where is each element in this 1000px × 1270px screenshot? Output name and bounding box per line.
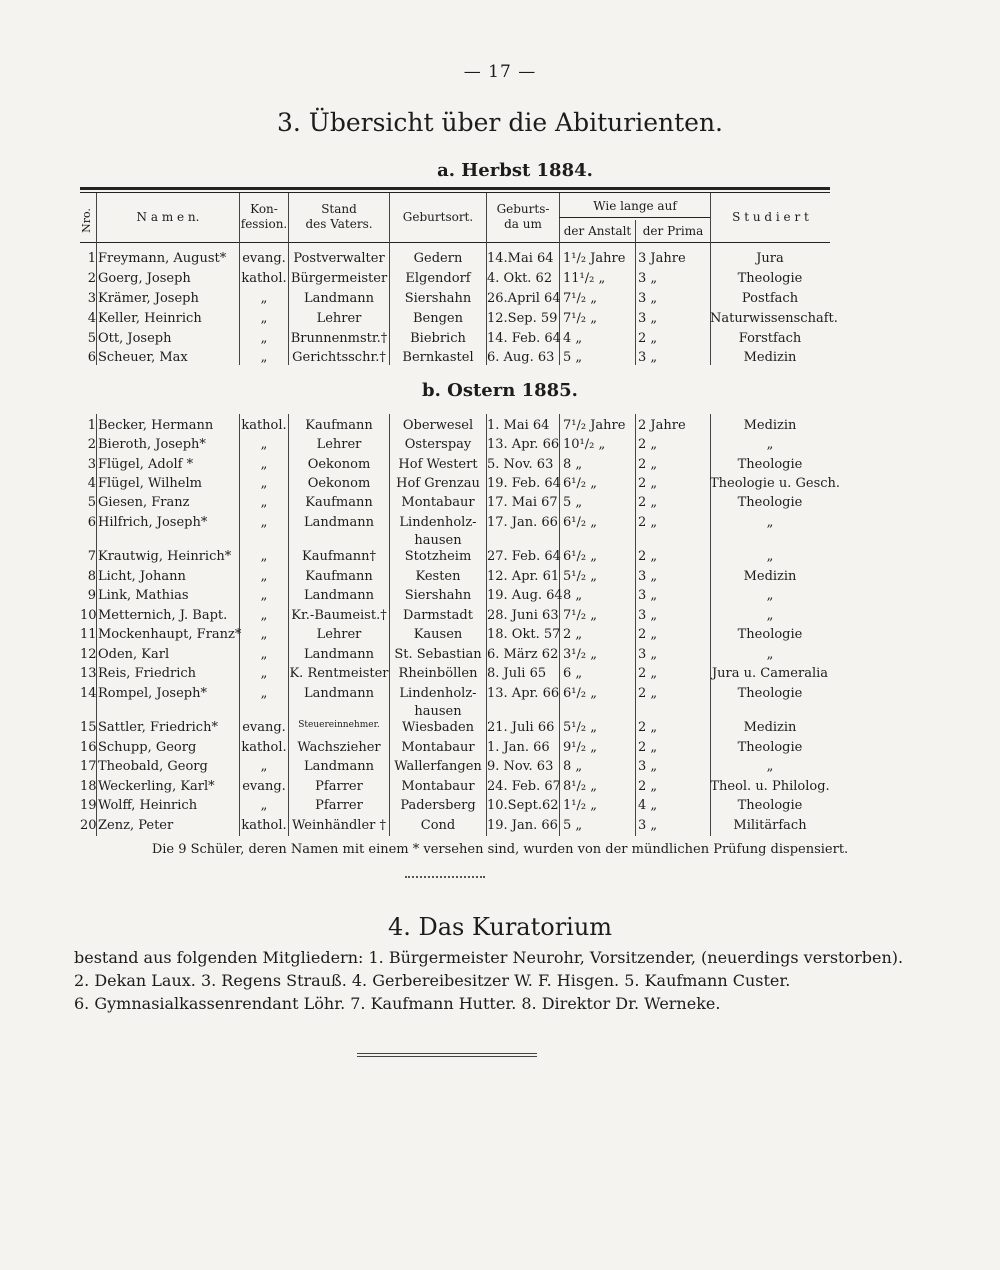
father-occupation: Weinhändler † [291, 818, 387, 833]
end-rule-2 [357, 1056, 537, 1057]
years-institution: 11¹/₂ „ [563, 271, 606, 286]
birth-date: 8. Juli 65 [487, 666, 547, 681]
student-name: Bieroth, Joseph* [98, 437, 206, 452]
section-3-title: 3. Übersicht über die Abiturienten. [276, 108, 723, 137]
birth-date: 4. Okt. 62 [487, 271, 553, 286]
father-occupation: Landmann [304, 515, 374, 530]
years-prima: 2 „ [638, 627, 658, 642]
birth-date: 6. Aug. 63 [487, 350, 555, 365]
years-institution: 5 „ [563, 350, 583, 365]
herbst-heading: a. Herbst 1884. [437, 160, 593, 181]
header-wie-lange: Wie lange auf [593, 198, 677, 213]
student-name: Weckerling, Karl* [98, 779, 215, 794]
study-field: „ [766, 515, 774, 530]
birth-date: 19. Jan. 66 [487, 818, 558, 833]
father-occupation: Pfarrer [315, 798, 363, 813]
birthplace: Gedern [413, 251, 463, 266]
row-number: 1 [87, 251, 96, 266]
table-row [80, 817, 830, 836]
study-field: Theol. u. Philolog. [710, 779, 830, 794]
student-name: Rompel, Joseph* [98, 686, 207, 701]
birthplace: Lindenholz- [399, 686, 477, 701]
table-row [80, 456, 830, 475]
study-field: Theologie [737, 495, 803, 510]
student-name: Sattler, Friedrich* [98, 720, 218, 735]
row-number: 16 [80, 740, 97, 755]
table-row [80, 685, 830, 719]
years-prima: 3 „ [638, 350, 658, 365]
study-field: Forstfach [738, 331, 802, 346]
study-field: Jura [756, 251, 784, 266]
row-number: 14 [80, 686, 97, 701]
row-number: 5 [87, 495, 96, 510]
father-occupation: Lehrer [316, 311, 362, 326]
row-number: 2 [87, 437, 96, 452]
study-field: Theologie [737, 271, 803, 286]
years-prima: 3 „ [638, 647, 658, 662]
student-name: Flügel, Adolf * [98, 457, 194, 472]
student-name: Reis, Friedrich [98, 666, 197, 681]
birth-date: 18. Okt. 57 [487, 627, 561, 642]
confession: „ [260, 291, 268, 306]
ostern-heading: b. Ostern 1885. [422, 380, 578, 401]
confession: „ [260, 759, 268, 774]
confession: „ [260, 627, 268, 642]
confession: kathol. [241, 418, 287, 433]
father-occupation: Postverwalter [293, 251, 385, 266]
table-row [80, 719, 830, 738]
student-name: Link, Mathias [98, 588, 189, 603]
father-occupation: Bürgermeister [290, 271, 388, 286]
father-occupation: Kaufmann† [302, 549, 376, 564]
confession: kathol. [241, 740, 287, 755]
student-name: Oden, Karl [98, 647, 170, 662]
birth-date: 14.Mai 64 [487, 251, 554, 266]
study-field: Medizin [743, 350, 797, 365]
confession: „ [260, 798, 268, 813]
end-rule [357, 1053, 537, 1054]
header-anstalt: der Anstalt [563, 223, 632, 238]
birthplace: Oberwesel [402, 418, 474, 433]
study-field: „ [766, 588, 774, 603]
birth-date: 28. Juni 63 [487, 608, 559, 623]
student-name: Scheuer, Max [98, 350, 188, 365]
row-number: 10 [80, 608, 97, 623]
years-prima: 3 Jahre [638, 251, 686, 266]
birthplace: Hof Grenzau [396, 476, 480, 491]
birth-date: 9. Nov. 63 [487, 759, 554, 774]
birthplace: Stotzheim [404, 549, 472, 564]
years-institution: 8 „ [563, 457, 583, 472]
study-field: Theologie [737, 627, 803, 642]
years-institution: 5 „ [563, 495, 583, 510]
table-row [80, 568, 830, 587]
years-institution: 4 „ [563, 331, 583, 346]
confession: „ [260, 515, 268, 530]
table-top-rule-thin [80, 192, 830, 193]
table-row [80, 494, 830, 513]
study-field: „ [766, 549, 774, 564]
confession: „ [260, 608, 268, 623]
student-name: Hilfrich, Joseph* [98, 515, 208, 530]
student-name: Theobald, Georg [98, 759, 208, 774]
birth-date: 5. Nov. 63 [487, 457, 554, 472]
table-row [80, 250, 830, 269]
table-row [80, 290, 830, 309]
study-field: Theologie [737, 740, 803, 755]
student-name: Metternich, J. Bapt. [98, 608, 228, 623]
confession: „ [260, 457, 268, 472]
row-number: 4 [87, 476, 96, 491]
birthplace: Wiesbaden [401, 720, 475, 735]
table-row [80, 548, 830, 567]
student-name: Keller, Heinrich [98, 311, 202, 326]
years-institution: 9¹/₂ „ [563, 740, 597, 755]
header-studiert: S t u d i e r t [732, 209, 809, 224]
study-field: „ [766, 437, 774, 452]
years-prima: 4 „ [638, 798, 658, 813]
table-row [80, 778, 830, 797]
student-name: Mockenhaupt, Franz* [98, 627, 242, 642]
table-top-rule [80, 187, 830, 190]
birth-date: 13. Apr. 66 [487, 437, 560, 452]
header-bottom-rule [80, 242, 830, 243]
years-institution: 6¹/₂ „ [563, 476, 597, 491]
study-field: Theologie [737, 686, 803, 701]
years-institution: 2 „ [563, 627, 583, 642]
years-prima: 2 „ [638, 476, 658, 491]
footnote: Die 9 Schüler, deren Namen mit einem * versehen sind, wurden von der mündlichen Prüfung dispensiert. [151, 842, 849, 857]
birth-date: 27. Feb. 64 [487, 549, 561, 564]
row-number: 13 [80, 666, 97, 681]
years-prima: 2 „ [638, 686, 658, 701]
years-institution: 6¹/₂ „ [563, 515, 597, 530]
years-prima: 2 „ [638, 495, 658, 510]
years-prima: 3 „ [638, 818, 658, 833]
years-institution: 8 „ [563, 759, 583, 774]
father-occupation: Landmann [304, 291, 374, 306]
birth-date: 17. Jan. 66 [487, 515, 558, 530]
confession: „ [260, 549, 268, 564]
confession: „ [260, 437, 268, 452]
father-occupation: Kaufmann [305, 495, 373, 510]
student-name: Becker, Hermann [98, 418, 214, 433]
years-prima: 2 „ [638, 437, 658, 452]
birth-date: 14. Feb. 64 [487, 331, 561, 346]
years-prima: 2 „ [638, 457, 658, 472]
birth-date: 12. Apr. 61 [487, 569, 560, 584]
row-number: 3 [87, 291, 96, 306]
table-row [80, 417, 830, 436]
row-number: 19 [80, 798, 97, 813]
study-field: Theologie [737, 457, 803, 472]
birthplace: Bernkastel [402, 350, 474, 365]
father-occupation: Lehrer [316, 437, 362, 452]
birthplace: St. Sebastian [394, 647, 482, 662]
years-prima: 2 Jahre [638, 418, 686, 433]
table-row [80, 349, 830, 368]
table-row [80, 270, 830, 289]
student-name: Flügel, Wilhelm [98, 476, 202, 491]
row-number: 6 [87, 350, 96, 365]
birthplace: Montabaur [401, 740, 475, 755]
birthplace-continued: hausen [414, 533, 462, 548]
birthplace: Hof Westert [398, 457, 478, 472]
father-occupation: Pfarrer [315, 779, 363, 794]
years-institution: 5¹/₂ „ [563, 569, 597, 584]
birth-date: 13. Apr. 66 [487, 686, 560, 701]
student-name: Wolff, Heinrich [98, 798, 198, 813]
student-name: Goerg, Joseph [98, 271, 191, 286]
birthplace: Darmstadt [403, 608, 473, 623]
father-occupation: Kaufmann [305, 569, 373, 584]
study-field: Theologie [737, 798, 803, 813]
study-field: Militärfach [733, 818, 807, 833]
table-row [80, 797, 830, 816]
father-occupation: Oekonom [307, 457, 371, 472]
years-institution: 5 „ [563, 818, 583, 833]
father-occupation: Landmann [304, 647, 374, 662]
row-number: 20 [80, 818, 97, 833]
birthplace: Lindenholz- [399, 515, 477, 530]
row-number: 7 [87, 549, 96, 564]
confession: „ [260, 588, 268, 603]
table-row [80, 739, 830, 758]
years-institution: 10¹/₂ „ [563, 437, 606, 452]
years-institution: 6¹/₂ „ [563, 686, 597, 701]
student-name: Zenz, Peter [98, 818, 174, 833]
student-name: Giesen, Franz [98, 495, 190, 510]
row-number: 8 [87, 569, 96, 584]
birth-date: 10.Sept.62 [487, 798, 559, 813]
row-number: 4 [87, 311, 96, 326]
row-number: 1 [87, 418, 96, 433]
years-institution: 8¹/₂ „ [563, 779, 597, 794]
table-row [80, 607, 830, 626]
years-institution: 6¹/₂ „ [563, 549, 597, 564]
study-field: Naturwissenschaft. [710, 311, 838, 326]
confession: „ [260, 569, 268, 584]
kuratorium-line: 6. Gymnasialkassenrendant Löhr. 7. Kaufmann Hutter. 8. Direktor Dr. Werneke. [74, 994, 721, 1013]
father-occupation: Kr.-Baumeist.† [291, 608, 387, 623]
birthplace: Siershahn [404, 588, 472, 603]
years-prima: 3 „ [638, 588, 658, 603]
header-geburtsdatum: Geburts- da um [496, 202, 550, 231]
birthplace: Wallerfangen [394, 759, 482, 774]
study-field: Postfach [741, 291, 799, 306]
years-institution: 7¹/₂ Jahre [563, 418, 626, 433]
years-prima: 3 „ [638, 271, 658, 286]
row-number: 12 [80, 647, 97, 662]
table-row [80, 665, 830, 684]
birthplace: Rheinböllen [398, 666, 478, 681]
confession: evang. [242, 251, 286, 266]
years-prima: 3 „ [638, 759, 658, 774]
birthplace: Montabaur [401, 779, 475, 794]
student-name: Licht, Johann [98, 569, 186, 584]
row-number: 3 [87, 457, 96, 472]
father-occupation: K. Rentmeister [289, 666, 389, 681]
years-institution: 6 „ [563, 666, 583, 681]
study-field: „ [766, 759, 774, 774]
header-stand: Stand des Vaters. [305, 202, 373, 231]
father-occupation: Brunnenmstr.† [290, 331, 388, 346]
years-institution: 1¹/₂ Jahre [563, 251, 626, 266]
row-number: 17 [80, 759, 97, 774]
birthplace: Cond [420, 818, 456, 833]
birth-date: 1. Mai 64 [487, 418, 550, 433]
row-number: 6 [87, 515, 96, 530]
birthplace: Montabaur [401, 495, 475, 510]
table-row [80, 475, 841, 494]
years-prima: 3 „ [638, 608, 658, 623]
years-prima: 3 „ [638, 291, 658, 306]
father-occupation: Landmann [304, 686, 374, 701]
birth-date: 19. Aug. 64 [487, 588, 563, 603]
student-name: Freymann, August* [98, 251, 227, 266]
birth-date: 17. Mai 67 [487, 495, 558, 510]
confession: „ [260, 666, 268, 681]
birthplace-continued: hausen [414, 704, 462, 719]
row-number: 15 [80, 720, 97, 735]
header-prima: der Prima [642, 223, 704, 238]
study-field: Medizin [743, 569, 797, 584]
study-field: „ [766, 608, 774, 623]
confession: „ [260, 331, 268, 346]
years-prima: 2 „ [638, 666, 658, 681]
father-occupation: Landmann [304, 759, 374, 774]
years-institution: 1¹/₂ „ [563, 798, 597, 813]
wie-lange-rule [559, 217, 710, 218]
student-name: Krämer, Joseph [98, 291, 199, 306]
years-prima: 2 „ [638, 720, 658, 735]
birth-date: 1. Jan. 66 [487, 740, 550, 755]
confession: „ [260, 495, 268, 510]
ornament-divider [405, 876, 485, 878]
confession: evang. [242, 779, 286, 794]
years-prima: 2 „ [638, 331, 658, 346]
confession: kathol. [241, 271, 287, 286]
kuratorium-line: 2. Dekan Laux. 3. Regens Strauß. 4. Gerbereibesitzer W. F. Hisgen. 5. Kaufmann Custer. [74, 971, 791, 990]
confession: kathol. [241, 818, 287, 833]
father-occupation: Steuereinnehmer. [298, 720, 380, 730]
row-number: 11 [80, 627, 97, 642]
table-row [80, 514, 830, 548]
table-row [80, 310, 838, 329]
row-number: 9 [87, 588, 96, 603]
study-field: Theologie u. Gesch. [710, 476, 841, 491]
birthplace: Kesten [415, 569, 461, 584]
study-field: Medizin [743, 418, 797, 433]
confession: „ [260, 686, 268, 701]
study-field: „ [766, 647, 774, 662]
father-occupation: Oekonom [307, 476, 371, 491]
father-occupation: Landmann [304, 588, 374, 603]
years-institution: 7¹/₂ „ [563, 608, 597, 623]
years-prima: 2 „ [638, 515, 658, 530]
header-nr: Nro. [79, 208, 93, 233]
birth-date: 6. März 62 [487, 647, 559, 662]
table-row [80, 330, 830, 349]
years-institution: 7¹/₂ „ [563, 291, 597, 306]
years-institution: 8 „ [563, 588, 583, 603]
years-prima: 3 „ [638, 569, 658, 584]
birthplace: Kausen [413, 627, 463, 642]
confession: evang. [242, 720, 286, 735]
birthplace: Osterspay [404, 437, 472, 452]
birth-date: 26.April 64 [487, 291, 561, 306]
row-number: 18 [80, 779, 97, 794]
confession: „ [260, 647, 268, 662]
birth-date: 21. Juli 66 [487, 720, 555, 735]
birthplace: Padersberg [400, 798, 476, 813]
table-row [80, 646, 830, 665]
father-occupation: Lehrer [316, 627, 362, 642]
father-occupation: Wachszieher [297, 740, 381, 755]
years-prima: 2 „ [638, 740, 658, 755]
birthplace: Bengen [412, 311, 463, 326]
father-occupation: Kaufmann [305, 418, 373, 433]
years-institution: 7¹/₂ „ [563, 311, 597, 326]
table-row [80, 436, 830, 455]
years-institution: 5¹/₂ „ [563, 720, 597, 735]
header-konfession: Kon- fession. [240, 202, 288, 231]
birth-date: 19. Feb. 64 [487, 476, 561, 491]
table-row [80, 587, 830, 606]
years-prima: 2 „ [638, 779, 658, 794]
study-field: Medizin [743, 720, 797, 735]
study-field: Jura u. Cameralia [711, 666, 829, 681]
birthplace: Elgendorf [405, 271, 471, 286]
years-institution: 3¹/₂ „ [563, 647, 597, 662]
table-row [80, 758, 830, 777]
confession: „ [260, 476, 268, 491]
page-number: — 17 — [463, 62, 537, 82]
years-prima: 2 „ [638, 549, 658, 564]
confession: „ [260, 311, 268, 326]
header-namen: N a m e n. [136, 209, 200, 224]
student-name: Ott, Joseph [98, 331, 172, 346]
student-name: Krautwig, Heinrich* [98, 549, 232, 564]
years-prima: 3 „ [638, 311, 658, 326]
kuratorium-line: bestand aus folgenden Mitgliedern: 1. Bürgermeister Neurohr, Vorsitzender, (neuerdings verstorben). [74, 948, 904, 967]
birth-date: 24. Feb. 67 [487, 779, 561, 794]
birthplace: Siershahn [404, 291, 472, 306]
section-4-title: 4. Das Kuratorium [387, 913, 613, 941]
header-geburtsort: Geburtsort. [402, 209, 474, 224]
student-name: Schupp, Georg [98, 740, 197, 755]
father-occupation: Gerichtsschr.† [292, 350, 386, 365]
confession: „ [260, 350, 268, 365]
kuratorium-text [74, 946, 904, 1015]
birth-date: 12.Sep. 59 [487, 311, 558, 326]
row-number: 2 [87, 271, 96, 286]
birthplace: Biebrich [410, 331, 466, 346]
table-row [80, 626, 830, 645]
row-number: 5 [87, 331, 96, 346]
